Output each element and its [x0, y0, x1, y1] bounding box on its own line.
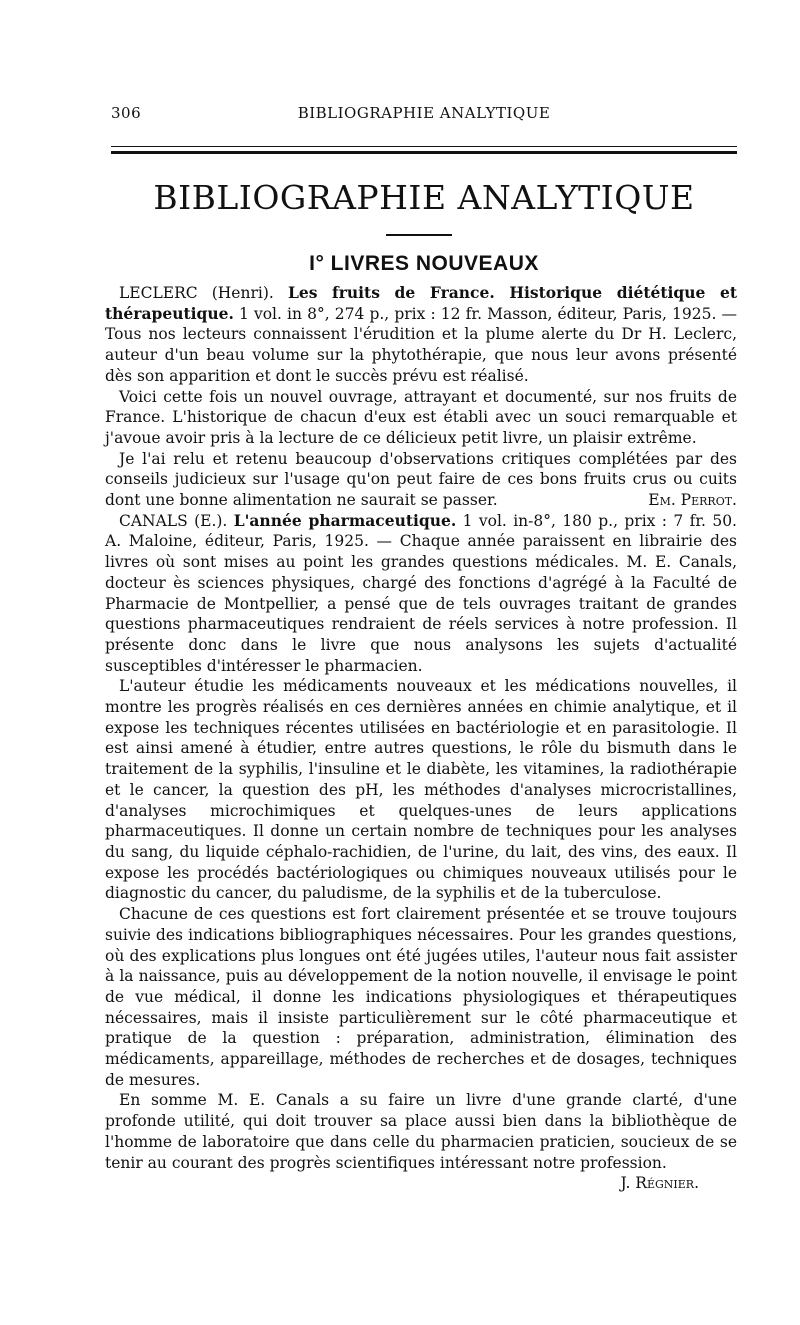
- title-rule: [386, 234, 452, 236]
- review-canals-paragraph-1: [105, 511, 737, 677]
- article-title: BIBLIOGRAPHIE ANALYTIQUE: [153, 178, 695, 217]
- review-leclerc-paragraph-2: Voici cette fois un nouvel ouvrage, attrayant et documenté, sur nos fruits de France. L'historique de chacun d'eux est établi avec un souci remarquable et j'avoue avoir pris à la lecture de ce délicieux petit livre, un plaisir extrême.: [105, 387, 737, 447]
- review-canals-paragraph-3: Chacune de ces questions est fort clairement présentée et se trouve toujours suivie des indications bibliographiques nécessaires. Pour les grandes questions, où des explications plus longues ont été jugées utiles, l'auteur nous fait assister à la naissance, puis au développement de la notion nouvelle, il envisage le point de vue médical, il donne les indications physiologiques et thérapeutiques nécessaires, mais il insiste particulièrement sur le côté pharmaceutique et pratique de la question : préparation, administration, élimination des médicaments, appareillage, méthodes de recherches et de dosages, techniques de mesures.: [105, 905, 737, 1089]
- review-leclerc-author: LECLERC (Henri).: [119, 284, 274, 302]
- review-canals-paragraph-2: L'auteur étudie les médicaments nouveaux et les médications nouvelles, il montre les progrès réalisés en ces dernières années en chimie analytique, et il expose les techniques récentes utilisées en bactériologie et en parasitologie. Il est ainsi amené à étudier, entre autres questions, le rôle du bismuth dans le traitement de la syphilis, l'insuline et le diabète, les vitamines, la radiothérapie et le cancer, la question des pH, les méthodes d'analyses microcristallines, d'analyses microchimiques et quelques-unes de leurs applications pharmaceutiques. Il donne un certain nombre de techniques pour les analyses du sang, du liquide céphalo-rachidien, de l'urine, du lait, des vins, des eaux. Il expose les procédés bactériologiques ou chimiques nouveaux utilisés pour le diagnostic du cancer, du paludisme, de la syphilis et de la tuberculose.: [105, 677, 737, 903]
- review-leclerc-paragraph-3-text: Je l'ai relu et retenu beaucoup d'observations critiques complétées par des conseils judicieux sur l'usage qu'on peut faire de ces bons fruits crus ou cuits dont une bonne alimentation ne saurait se passer.: [105, 449, 737, 510]
- article-body: [105, 283, 737, 1194]
- running-title: BIBLIOGRAPHIE ANALYTIQUE: [297, 104, 551, 122]
- review-canals-signature: J. Régnier.: [620, 1174, 699, 1193]
- review-canals-details: 1 vol. in-8°, 180 p., prix : 7 fr. 50. A. Maloine, éditeur, Paris, 1925. — Chaque année paraissent en librairie des livres où sont mises au point les grandes questions médicales. M. E. Canals, docteur ès sciences physiques, chargé des fonctions d'agrégé à la Faculté de Pharmacie de Montpellier, a pensé que de tels ouvrages traitant de grandes questions pharmaceutiques rendraient de réels services à notre profession. Il présente donc dans le livre que nous analysons les sujets d'actualité susceptibles d'intéresser le pharmacien.: [105, 511, 737, 675]
- review-leclerc-paragraph-3: [105, 449, 737, 511]
- page-number: 306: [111, 104, 142, 122]
- review-canals-author: CANALS (E.).: [119, 511, 228, 530]
- running-head: [111, 104, 737, 132]
- header-rule-thin: [111, 146, 737, 147]
- review-canals-paragraph-4: En somme M. E. Canals a su faire un livre d'une grande clarté, d'une profonde utilité, qui doit trouver sa place aussi bien dans la bibliothèque de l'homme de laboratoire que dans celle du pharmacien praticien, soucieux de se tenir au courant des progrès scientifiques intéressant notre profession.: [105, 1091, 737, 1172]
- review-leclerc-signature: Em. Perrot.: [648, 491, 737, 510]
- section-title: I° LIVRES NOUVEAUX: [309, 252, 539, 275]
- review-leclerc-details: 1 vol. in 8°, 274 p., prix : 12 fr. Masson, éditeur, Paris, 1925. — Tous nos lecteurs connaissent l'érudition et la plume alerte du Dr H. Leclerc, auteur d'un beau volume sur la phytothérapie, que nous leur avons présenté dès son apparition et dont le succès prévu est réalisé.: [105, 304, 737, 385]
- header-rule-thick: [111, 151, 737, 154]
- review-leclerc-paragraph-1: [105, 283, 737, 387]
- review-leclerc-book-title: Les fruits de France. Historique diététique et thérapeutique.: [105, 283, 737, 323]
- review-canals-book-title: L'année pharmaceutique.: [233, 510, 457, 530]
